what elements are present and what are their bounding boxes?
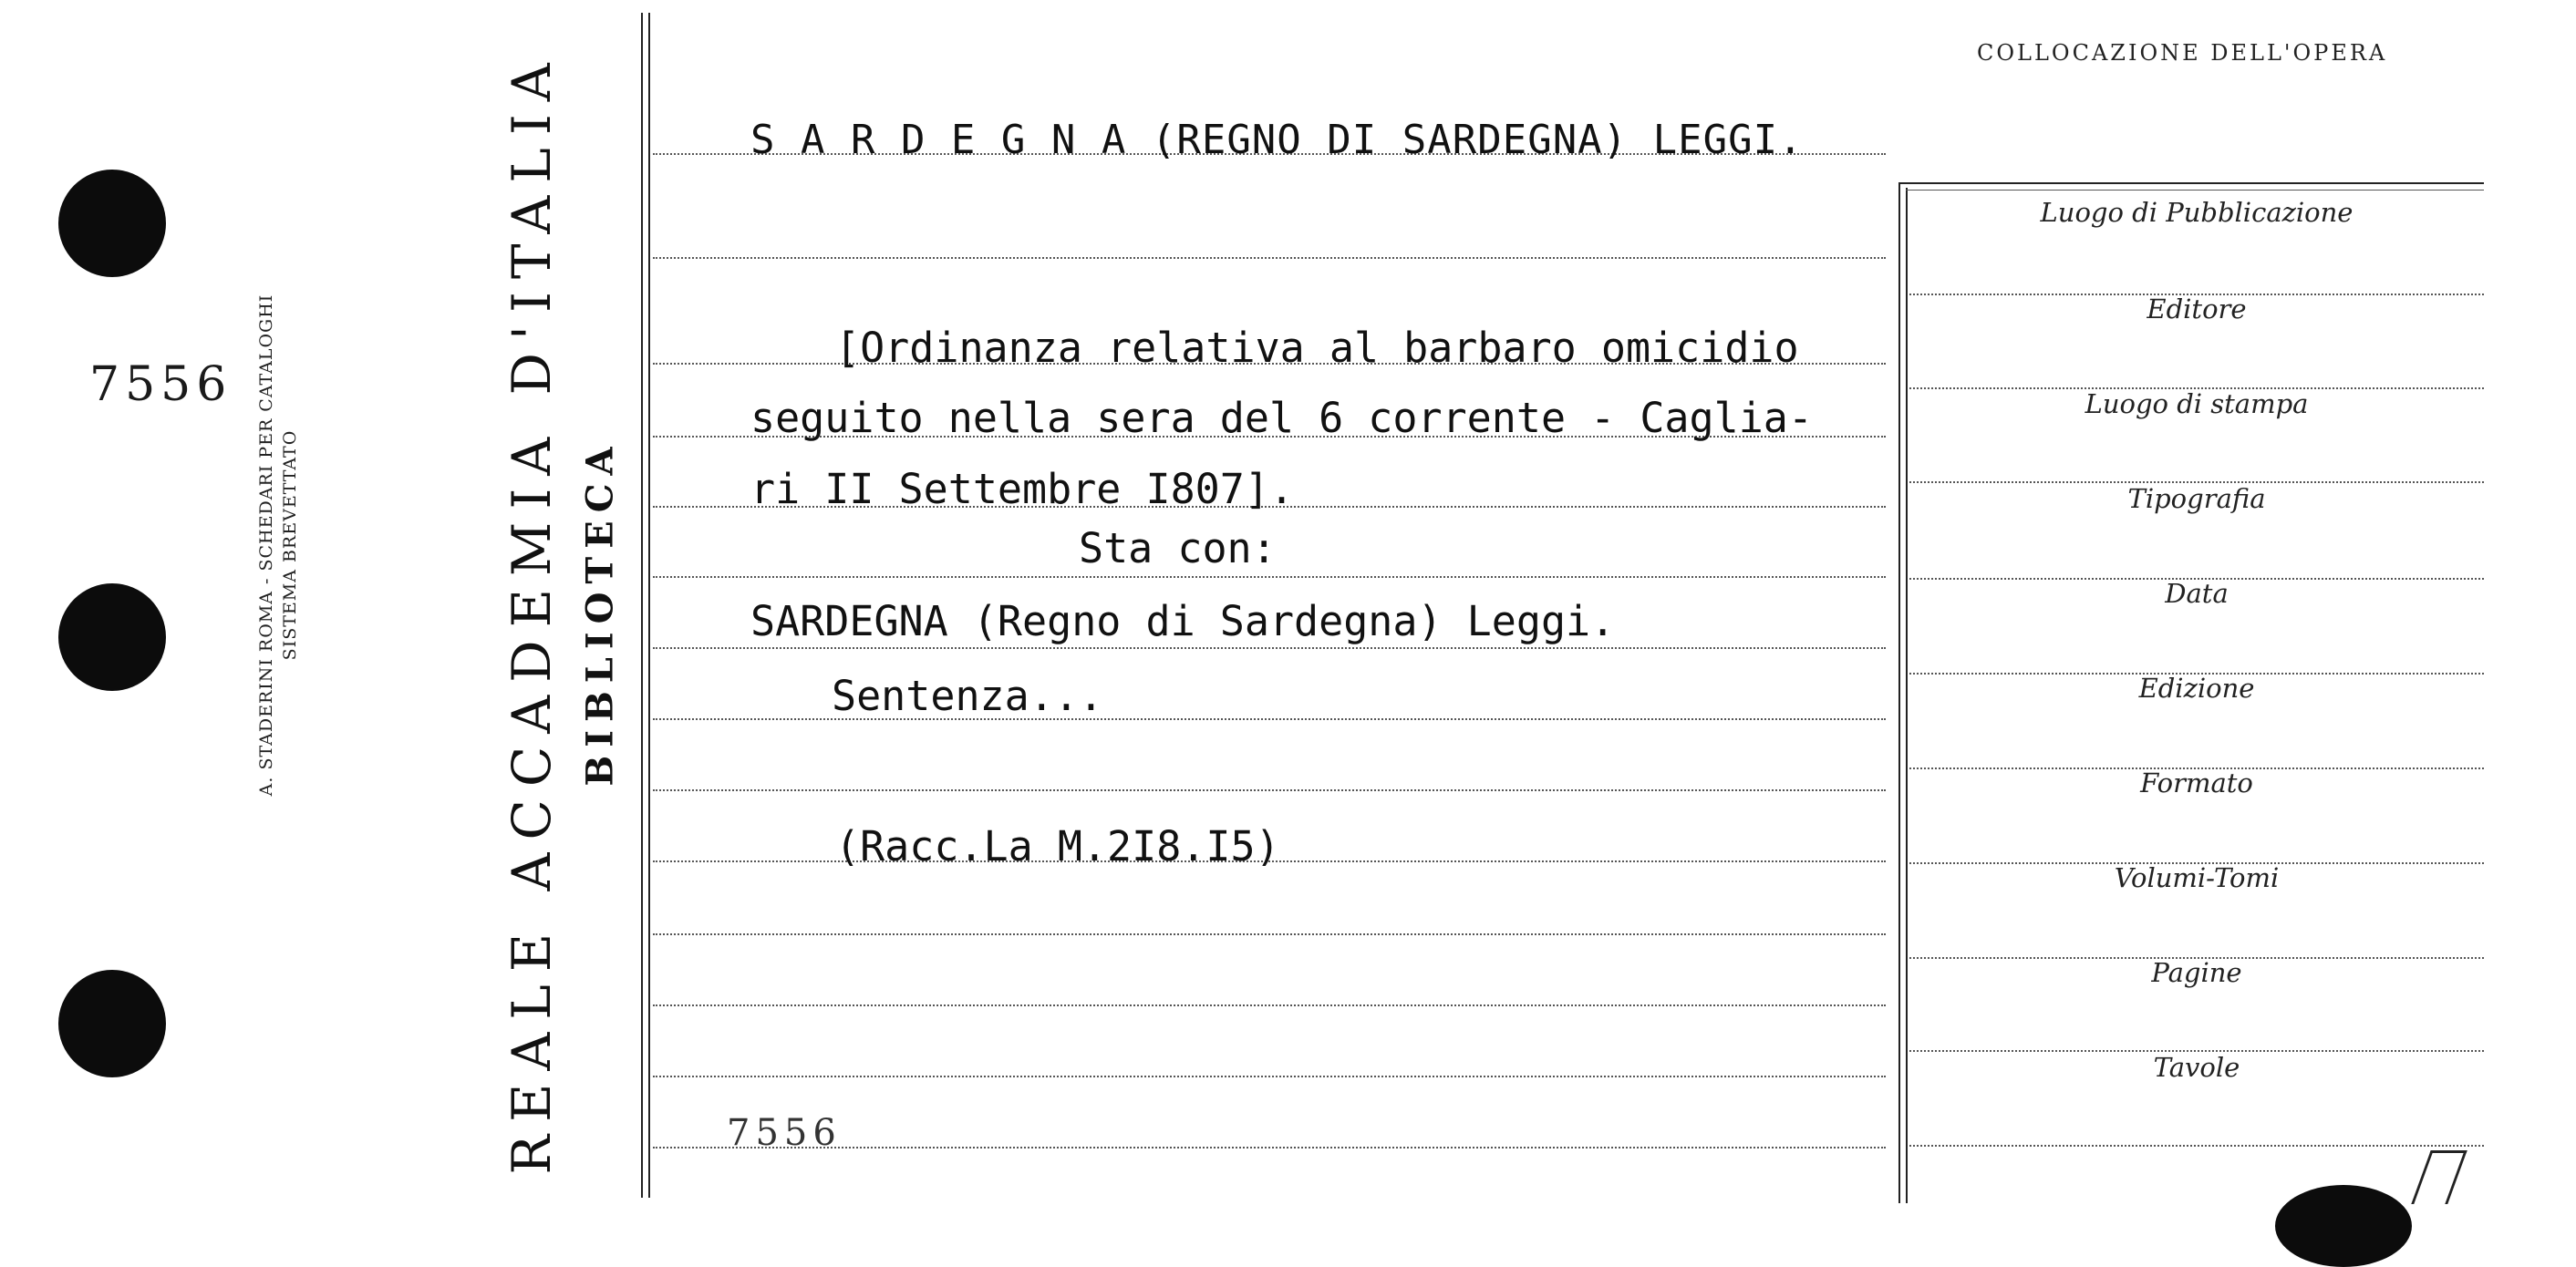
- punch-hole: [58, 970, 166, 1077]
- border-line: [648, 13, 650, 1198]
- entry-line: ri II Settembre I807].: [750, 465, 1295, 513]
- printer-line: SISTEMA BREVETTATO: [280, 429, 300, 661]
- ruled-line: [653, 576, 1886, 578]
- column-divider: [1898, 182, 1900, 1203]
- field-label: Tavole: [2153, 1052, 2240, 1083]
- ruled-line: [653, 789, 1886, 791]
- ink-blot: [2275, 1185, 2412, 1267]
- field-line: [1909, 1145, 2484, 1147]
- ruled-line: [653, 257, 1886, 259]
- field-label: Luogo di Pubblicazione: [2040, 197, 2354, 228]
- field-label: Formato: [2140, 767, 2253, 798]
- corner-mark: [2411, 1150, 2467, 1204]
- entry-line: SARDEGNA (Regno di Sardegna) Leggi.: [750, 597, 1616, 645]
- shelfmark: (Racc.La M.2I8.I5): [835, 822, 1280, 870]
- printer-imprint: [254, 294, 302, 797]
- field-label: Data: [2165, 578, 2229, 609]
- field-label: Luogo di stampa: [2085, 388, 2309, 419]
- column-top-border: [1906, 190, 2484, 191]
- printer-line: A. STADERINI ROMA - SCHEDARI PER CATALOGHI: [256, 294, 276, 797]
- field-label: Volumi-Tomi: [2114, 862, 2280, 893]
- column-divider: [1906, 188, 1908, 1203]
- ruled-line: [653, 647, 1886, 649]
- entry-line: Sta con:: [1079, 524, 1277, 572]
- column-top-border: [1898, 182, 2484, 184]
- entry-line: seguito nella sera del 6 corrente - Caglia-: [750, 394, 1813, 442]
- punch-hole: [58, 583, 166, 691]
- entry-line: Sentenza...: [832, 672, 1104, 720]
- entry-line: [Ordinanza relativa al barbaro omicidio: [835, 324, 1799, 372]
- ruled-line: [653, 1076, 1886, 1077]
- library-name: BIBLIOTECA: [578, 438, 622, 787]
- institution-name: REALE ACCADEMIA D'ITALIA: [501, 50, 563, 1175]
- field-label: Tipografia: [2127, 483, 2266, 514]
- stamp-number: 7556: [727, 1112, 842, 1154]
- field-label: Editore: [2147, 294, 2247, 324]
- punch-hole: [58, 170, 166, 277]
- entry-heading: S A R D E G N A (REGNO DI SARDEGNA) LEGGI.: [750, 117, 1804, 163]
- card-number: 7556: [89, 357, 233, 412]
- border-line: [641, 13, 643, 1198]
- ruled-line: [653, 1004, 1886, 1006]
- ruled-line: [653, 933, 1886, 935]
- field-label: Edizione: [2138, 673, 2255, 704]
- field-label: Pagine: [2151, 957, 2242, 988]
- collocation-label: COLLOCAZIONE DELL'OPERA: [1977, 40, 2388, 66]
